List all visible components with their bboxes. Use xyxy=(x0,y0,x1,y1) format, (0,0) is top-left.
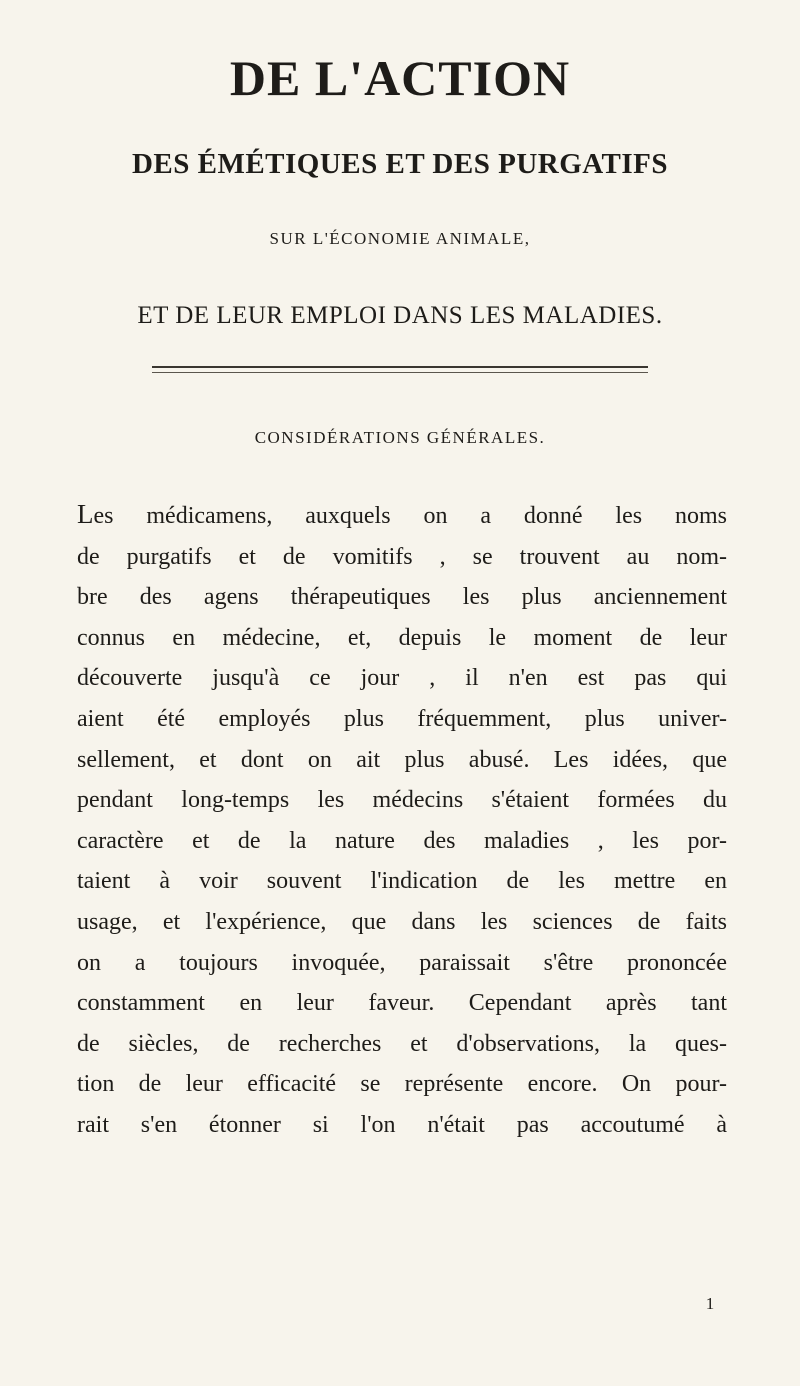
body-paragraph xyxy=(77,494,727,1146)
title-subtitle-small: SUR L'ÉCONOMIE ANIMALE, xyxy=(269,229,531,248)
paragraph-line: tion de leur efficacité se représente encore. On pour- xyxy=(77,1071,727,1098)
section-heading: CONSIDÉRATIONS GÉNÉRALES. xyxy=(254,428,546,447)
paragraph-line: pendant long-temps les médecins s'étaient formées du xyxy=(77,787,727,814)
paragraph-line: caractère et de la nature des maladies , les por- xyxy=(77,827,727,854)
paragraph-line: connus en médecine, et, depuis le moment de leur xyxy=(77,624,727,651)
title-main: DE L'ACTION xyxy=(229,50,571,106)
paragraph-line: découverte jusqu'à ce jour , il n'en est pas qui xyxy=(77,665,727,692)
title-subtitle-line3: ET DE LEUR EMPLOI DANS LES MALADIES. xyxy=(137,302,663,329)
paragraph-line: constamment en leur faveur. Cependant après tant xyxy=(77,990,727,1017)
paragraph-line: aient été employés plus fréquemment, plus univer- xyxy=(77,705,727,732)
paragraph-line: rait s'en étonner si l'on n'était pas accoutumé à xyxy=(77,1111,727,1138)
paragraph-line: Les médicamens, auxquels on a donné les noms xyxy=(77,499,727,529)
paragraph-line: on a toujours invoquée, paraissait s'être prononcée xyxy=(77,949,727,976)
paragraph-line: sellement, et dont on ait plus abusé. Les idées, que xyxy=(77,746,727,773)
title-rule-thin xyxy=(152,372,648,373)
page-signature: 1 xyxy=(705,1294,715,1313)
paragraph-line: de purgatifs et de vomitifs , se trouvent au nom- xyxy=(77,543,727,570)
paragraph-line: bre des agens thérapeutiques les plus anciennement xyxy=(77,584,727,611)
drop-cap: L xyxy=(77,499,94,529)
title-subtitle: DES ÉMÉTIQUES ET DES PURGATIFS xyxy=(131,148,669,180)
paragraph-line: usage, et l'expérience, que dans les sciences de faits xyxy=(77,908,727,935)
paragraph-line: de siècles, de recherches et d'observations, la ques- xyxy=(77,1030,727,1057)
paragraph-line: taient à voir souvent l'indication de les mettre en xyxy=(77,868,727,895)
title-rule-thick xyxy=(152,366,648,368)
